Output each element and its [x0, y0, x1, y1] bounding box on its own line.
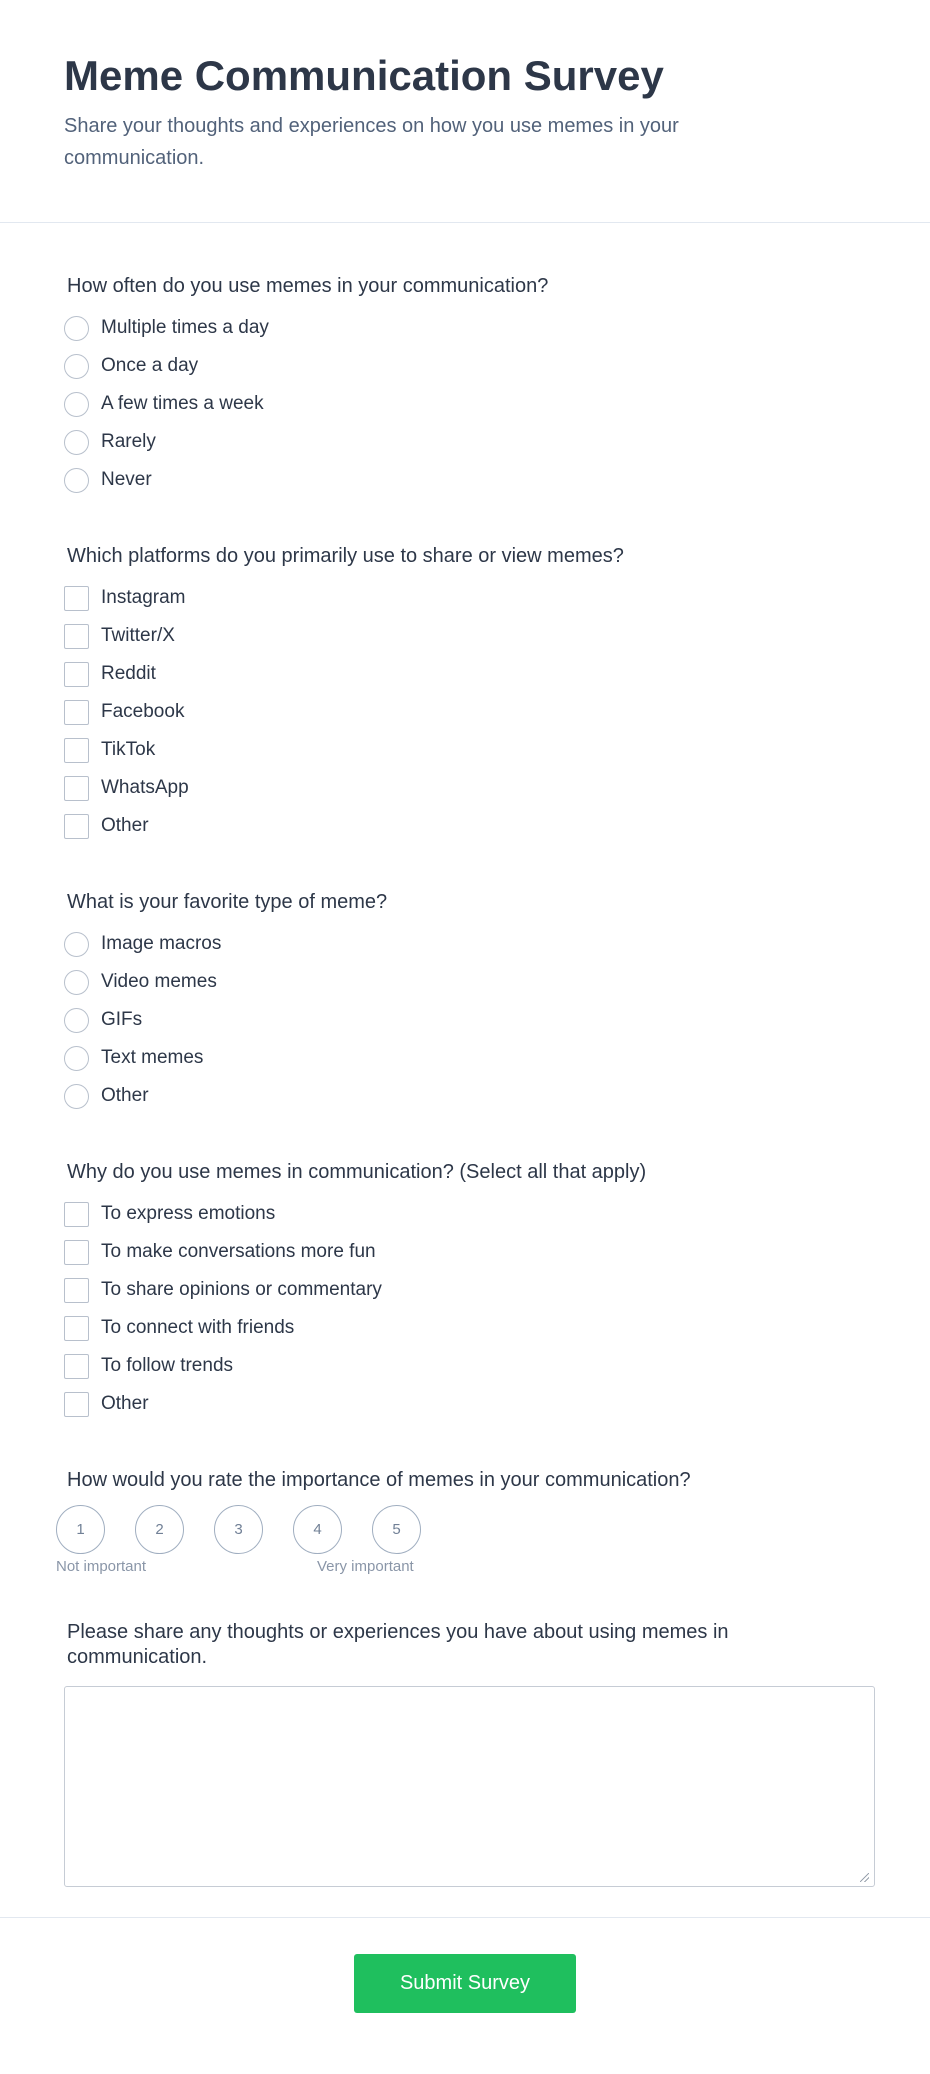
option-frequency-once-a-day[interactable] [64, 347, 866, 385]
radio-button[interactable] [64, 970, 89, 995]
submit-survey-button[interactable]: Submit Survey [354, 1954, 576, 2013]
option-type-other[interactable] [64, 1077, 866, 1115]
option-reason-express-emotions[interactable] [64, 1195, 866, 1233]
option-label: To connect with friends [101, 1317, 295, 1338]
option-label: Instagram [101, 587, 186, 608]
option-platform-twitter[interactable] [64, 617, 866, 655]
comments-textarea[interactable] [64, 1686, 875, 1887]
checkbox[interactable] [64, 662, 89, 687]
question-comments [64, 1620, 866, 1887]
option-label: WhatsApp [101, 777, 189, 798]
resize-handle-icon[interactable] [860, 1873, 869, 1882]
checkbox[interactable] [64, 738, 89, 763]
option-reason-share-opinions[interactable] [64, 1271, 866, 1309]
radio-button[interactable] [64, 1008, 89, 1033]
option-platform-other[interactable] [64, 807, 866, 845]
option-reason-other[interactable] [64, 1385, 866, 1423]
question-label: What is your favorite type of meme? [67, 891, 388, 913]
option-type-text-memes[interactable] [64, 1039, 866, 1077]
option-reason-connect-friends[interactable] [64, 1309, 866, 1347]
option-label: Once a day [101, 355, 199, 376]
comments-field-wrapper [64, 1686, 875, 1887]
option-label: GIFs [101, 1009, 143, 1030]
radio-button[interactable] [64, 316, 89, 341]
question-frequency [64, 273, 866, 499]
option-label: Facebook [101, 701, 185, 722]
option-frequency-never[interactable] [64, 461, 866, 499]
rating-max-label: Very important [317, 1558, 414, 1575]
question-label: Which platforms do you primarily use to share or view memes? [67, 545, 624, 567]
rating-button-3[interactable]: 3 [214, 1505, 263, 1554]
page-subtitle: Share your thoughts and experiences on how you use memes in your communication. [64, 115, 679, 169]
checkbox[interactable] [64, 814, 89, 839]
option-label: Other [101, 815, 149, 836]
question-platforms [64, 543, 866, 845]
option-type-image-macros[interactable] [64, 925, 866, 963]
option-label: Other [101, 1393, 149, 1414]
option-frequency-few-times-a-week[interactable] [64, 385, 866, 423]
radio-button[interactable] [64, 932, 89, 957]
option-reason-more-fun[interactable] [64, 1233, 866, 1271]
option-reason-follow-trends[interactable] [64, 1347, 866, 1385]
checkbox[interactable] [64, 1392, 89, 1417]
option-label: Multiple times a day [101, 317, 269, 338]
checkbox[interactable] [64, 1316, 89, 1341]
radio-button[interactable] [64, 1046, 89, 1071]
option-frequency-multiple-times-a-day[interactable] [64, 309, 866, 347]
checkbox[interactable] [64, 1354, 89, 1379]
option-frequency-rarely[interactable] [64, 423, 866, 461]
rating-scale-labels [56, 1558, 866, 1582]
rating-button-1[interactable]: 1 [56, 1505, 105, 1554]
checkbox[interactable] [64, 1278, 89, 1303]
option-label: Image macros [101, 933, 222, 954]
option-label: Rarely [101, 431, 156, 452]
option-label: Reddit [101, 663, 156, 684]
rating-scale [56, 1505, 866, 1554]
option-label: Twitter/X [101, 625, 175, 646]
rating-min-label: Not important [56, 1558, 147, 1575]
option-platform-reddit[interactable] [64, 655, 866, 693]
checkbox[interactable] [64, 1240, 89, 1265]
option-label: To follow trends [101, 1355, 234, 1376]
survey-form [0, 223, 930, 1887]
question-label: Why do you use memes in communication? (Select all that apply) [67, 1161, 647, 1183]
checkbox[interactable] [64, 586, 89, 611]
question-label: How would you rate the importance of memes in your communication? [67, 1469, 691, 1491]
option-platform-facebook[interactable] [64, 693, 866, 731]
question-label: How often do you use memes in your communication? [67, 275, 549, 297]
question-favorite-type [64, 889, 866, 1115]
option-type-video-memes[interactable] [64, 963, 866, 1001]
rating-button-4[interactable]: 4 [293, 1505, 342, 1554]
option-label: A few times a week [101, 393, 264, 414]
checkbox[interactable] [64, 1202, 89, 1227]
radio-button[interactable] [64, 392, 89, 417]
option-platform-tiktok[interactable] [64, 731, 866, 769]
radio-button[interactable] [64, 468, 89, 493]
page-title: Meme Communication Survey [64, 52, 664, 99]
rating-button-5[interactable]: 5 [372, 1505, 421, 1554]
checkbox[interactable] [64, 776, 89, 801]
option-label: To make conversations more fun [101, 1241, 376, 1262]
option-platform-whatsapp[interactable] [64, 769, 866, 807]
question-label: Please share any thoughts or experiences you have about using memes in communication. [67, 1621, 729, 1668]
option-label: Text memes [101, 1047, 204, 1068]
question-reasons [64, 1159, 866, 1423]
radio-button[interactable] [64, 430, 89, 455]
option-type-gifs[interactable] [64, 1001, 866, 1039]
option-platform-instagram[interactable] [64, 579, 866, 617]
radio-button[interactable] [64, 1084, 89, 1109]
question-importance-rating [56, 1467, 866, 1582]
survey-footer [0, 1918, 930, 2013]
checkbox[interactable] [64, 700, 89, 725]
option-label: Never [101, 469, 152, 490]
radio-button[interactable] [64, 354, 89, 379]
option-label: Other [101, 1085, 149, 1106]
option-label: To share opinions or commentary [101, 1279, 382, 1300]
survey-header [0, 0, 930, 222]
checkbox[interactable] [64, 624, 89, 649]
option-label: Video memes [101, 971, 217, 992]
option-label: To express emotions [101, 1203, 276, 1224]
rating-button-2[interactable]: 2 [135, 1505, 184, 1554]
option-label: TikTok [101, 739, 156, 760]
